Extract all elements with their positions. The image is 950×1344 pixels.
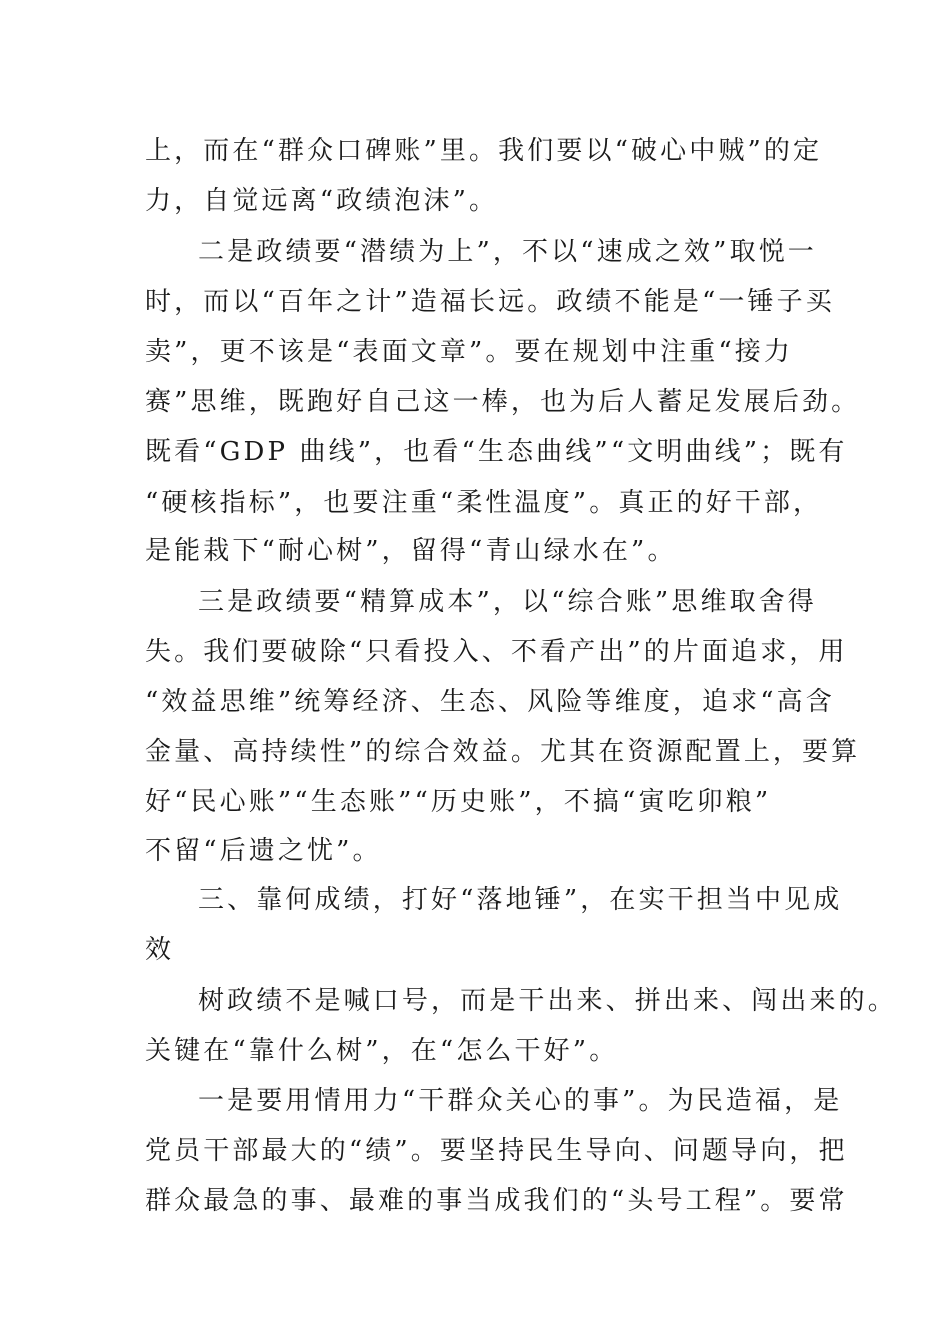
text-line: 卖”，更不该是“表面文章”。要在规划中注重“接力 — [145, 337, 794, 367]
paragraph-first-line: 二是政绩要“潜绩为上”，不以“速成之效”取悦一 — [198, 237, 817, 267]
text-line: 党员干部最大的“绩”。要坚持民生导向、问题导向，把 — [145, 1136, 848, 1166]
text-line: 力，自觉远离“政绩泡沫”。 — [145, 186, 499, 216]
paragraph-first-line: 树政绩不是喊口号，而是干出来、拼出来、闯出来的。 — [198, 986, 897, 1016]
text-line: 失。我们要破除“只看投入、不看产出”的片面追求，用 — [145, 637, 848, 667]
text-line: 是能栽下“耐心树”，留得“青山绿水在”。 — [145, 536, 677, 566]
text-line: 金量、高持续性”的综合效益。尤其在资源配置上，要算 — [145, 737, 861, 767]
text-line: 不留“后遗之忧”。 — [145, 836, 382, 866]
paragraph-first-line: 三是政绩要“精算成本”，以“综合账”思维取舍得 — [198, 587, 817, 617]
text-line: 时，而以“百年之计”造福长远。政绩不能是“一锤子买 — [145, 287, 835, 317]
section-heading: 三、靠何成绩，打好“落地锤”，在实干担当中见成 — [198, 885, 843, 915]
paragraph-first-line: 一是要用情用力“干群众关心的事”。为民造福，是 — [198, 1086, 843, 1116]
text-line: 关键在“靠什么树”，在“怎么干好”。 — [145, 1036, 619, 1066]
text-line: 既看“GDP 曲线”，也看“生态曲线”“文明曲线”；既有 — [145, 437, 848, 467]
text-line: “硬核指标”，也要注重“柔性温度”。真正的好干部， — [145, 488, 823, 518]
text-line: 好“民心账”“生态账”“历史账”，不搞“寅吃卯粮” — [145, 787, 772, 817]
text-line: 上，而在“群众口碑账”里。我们要以“破心中贼”的定 — [145, 136, 823, 166]
text-line: “效益思维”统筹经济、生态、风险等维度，追求“高含 — [145, 687, 835, 717]
text-line: 赛”思维，既跑好自己这一棒，也为后人蓄足发展后劲。 — [145, 387, 861, 417]
section-heading-continued: 效 — [145, 935, 175, 965]
text-line: 群众最急的事、最难的事当成我们的“头号工程”。要常 — [145, 1186, 848, 1216]
